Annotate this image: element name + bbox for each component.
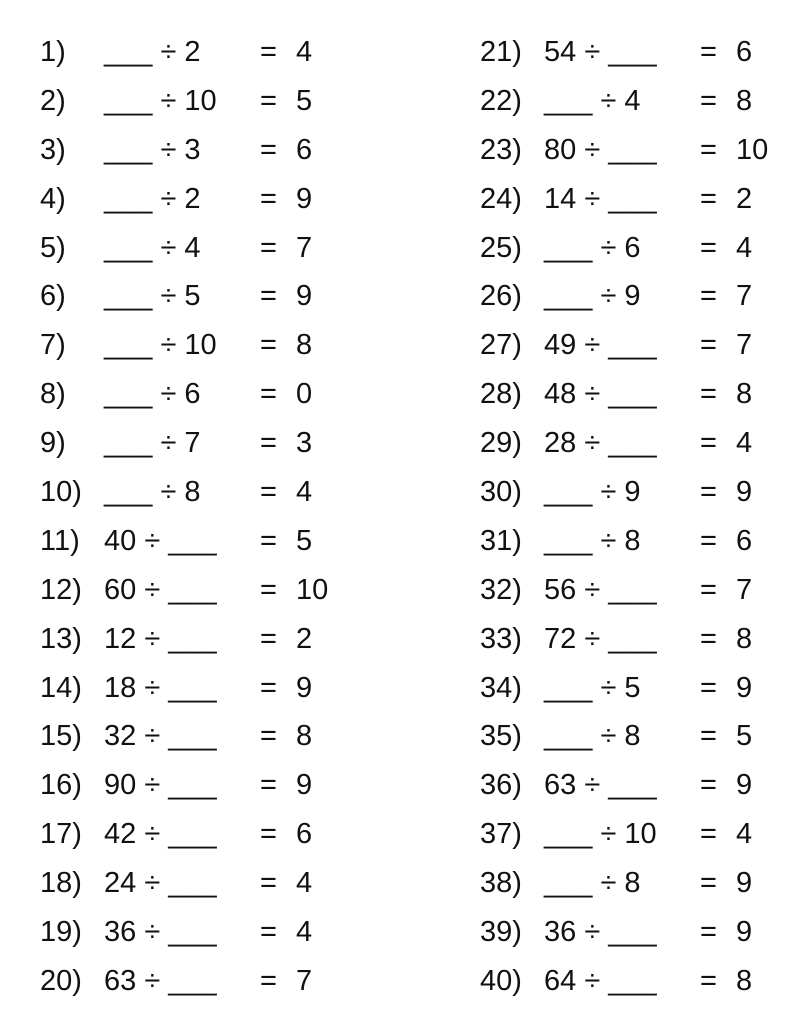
problem-expression: ___ ÷ 8 — [544, 720, 641, 753]
problem-expression: 36 ÷ ___ — [544, 916, 657, 949]
problem-number: 21) — [480, 36, 522, 68]
problem-result: 4 — [296, 867, 313, 900]
problem-expression: 40 ÷ ___ — [104, 524, 217, 557]
problem-expression: 60 ÷ ___ — [104, 573, 217, 606]
equals-sign: = — [700, 916, 717, 949]
problem-number: 31) — [480, 524, 522, 557]
problem-number: 10) — [40, 476, 82, 509]
problem-number: 26) — [480, 280, 522, 313]
problem-result: 9 — [296, 769, 313, 802]
problem-number: 35) — [480, 720, 522, 753]
problem-expression: ___ ÷ 5 — [104, 280, 201, 313]
problem-expression: ___ ÷ 6 — [104, 378, 201, 411]
problem-row — [480, 321, 800, 370]
problem-result: 9 — [736, 867, 753, 900]
problem-row — [40, 859, 420, 908]
equals-sign: = — [700, 671, 717, 704]
problem-expression: 90 ÷ ___ — [104, 769, 217, 802]
equals-sign: = — [260, 427, 277, 460]
problem-expression: ___ ÷ 8 — [544, 524, 641, 557]
problem-row — [40, 126, 420, 175]
problem-expression: ___ ÷ 4 — [544, 84, 641, 117]
problem-expression: 56 ÷ ___ — [544, 573, 657, 606]
equals-sign: = — [700, 720, 717, 753]
problem-result: 6 — [296, 818, 313, 851]
problem-number: 11) — [40, 524, 80, 557]
problem-result: 4 — [736, 818, 753, 851]
equals-sign: = — [260, 133, 277, 166]
equals-sign: = — [260, 84, 277, 117]
equals-sign: = — [700, 622, 717, 655]
problem-row — [40, 761, 420, 810]
problem-expression: 64 ÷ ___ — [544, 964, 657, 997]
problem-row — [40, 566, 420, 615]
problem-result: 9 — [296, 671, 313, 704]
problem-result: 8 — [736, 84, 753, 117]
equals-sign: = — [260, 622, 277, 655]
problem-row — [480, 957, 800, 1006]
problem-expression: 14 ÷ ___ — [544, 182, 657, 215]
right-problem-column — [480, 28, 800, 1008]
problem-number: 20) — [40, 964, 82, 997]
problem-number: 37) — [480, 818, 522, 851]
problem-result: 8 — [736, 964, 753, 997]
equals-sign: = — [700, 867, 717, 900]
problem-row — [40, 615, 420, 664]
problem-number: 16) — [40, 769, 82, 802]
problem-number: 17) — [40, 818, 82, 851]
problem-row — [480, 468, 800, 517]
equals-sign: = — [700, 182, 717, 215]
problem-result: 10 — [736, 133, 769, 166]
problem-row — [40, 419, 420, 468]
equals-sign: = — [700, 476, 717, 509]
problem-result: 7 — [296, 231, 313, 264]
problem-expression: ___ ÷ 5 — [544, 671, 641, 704]
problem-result: 8 — [736, 622, 753, 655]
problem-row — [40, 175, 420, 224]
equals-sign: = — [700, 84, 717, 117]
problem-number: 28) — [480, 378, 522, 411]
problem-expression: 63 ÷ ___ — [544, 769, 657, 802]
problem-row — [40, 908, 420, 957]
problem-number: 6) — [40, 280, 66, 313]
problem-result: 8 — [296, 720, 313, 753]
problem-number: 32) — [480, 573, 522, 606]
problem-row — [40, 224, 420, 273]
problem-row — [480, 175, 800, 224]
problem-number: 29) — [480, 427, 522, 460]
problem-expression: 36 ÷ ___ — [104, 916, 217, 949]
problem-number: 23) — [480, 133, 522, 166]
equals-sign: = — [700, 573, 717, 606]
problem-row — [480, 566, 800, 615]
equals-sign: = — [700, 133, 717, 166]
problem-expression: 42 ÷ ___ — [104, 818, 217, 851]
problem-number: 39) — [480, 916, 522, 949]
problem-result: 5 — [736, 720, 753, 753]
problem-expression: ___ ÷ 10 — [544, 818, 657, 851]
problem-expression: ___ ÷ 7 — [104, 427, 201, 460]
problem-expression: ___ ÷ 8 — [104, 476, 201, 509]
problem-result: 5 — [296, 84, 313, 117]
division-worksheet — [0, 28, 800, 1008]
problem-number: 13) — [40, 622, 82, 655]
problem-row — [480, 908, 800, 957]
equals-sign: = — [260, 964, 277, 997]
equals-sign: = — [260, 36, 277, 68]
problem-row — [40, 468, 420, 517]
problem-number: 15) — [40, 720, 82, 753]
problem-row — [480, 272, 800, 321]
problem-number: 25) — [480, 231, 522, 264]
problem-result: 7 — [736, 329, 753, 362]
problem-expression: ___ ÷ 10 — [104, 84, 217, 117]
problem-expression: ___ ÷ 6 — [544, 231, 641, 264]
problem-number: 38) — [480, 867, 522, 900]
problem-row — [480, 126, 800, 175]
equals-sign: = — [700, 964, 717, 997]
problem-result: 4 — [736, 427, 753, 460]
problem-row — [480, 28, 800, 77]
problem-number: 12) — [40, 573, 82, 606]
equals-sign: = — [260, 769, 277, 802]
problem-number: 1) — [40, 36, 66, 68]
problem-expression: 12 ÷ ___ — [104, 622, 217, 655]
problem-row — [40, 28, 420, 77]
equals-sign: = — [260, 916, 277, 949]
problem-result: 6 — [296, 133, 313, 166]
equals-sign: = — [700, 280, 717, 313]
problem-result: 6 — [736, 524, 753, 557]
problem-result: 0 — [296, 378, 313, 411]
problem-number: 4) — [40, 182, 66, 215]
equals-sign: = — [700, 329, 717, 362]
problem-row — [480, 419, 800, 468]
problem-number: 30) — [480, 476, 522, 509]
problem-row — [40, 321, 420, 370]
problem-result: 2 — [736, 182, 753, 215]
problem-number: 5) — [40, 231, 66, 264]
problem-row — [40, 810, 420, 859]
equals-sign: = — [260, 182, 277, 215]
equals-sign: = — [700, 36, 717, 68]
problem-number: 18) — [40, 867, 82, 900]
equals-sign: = — [260, 818, 277, 851]
problem-row — [480, 664, 800, 713]
problem-row — [40, 957, 420, 1006]
problem-result: 8 — [736, 378, 753, 411]
problem-expression: ___ ÷ 8 — [544, 867, 641, 900]
problem-expression: ___ ÷ 10 — [104, 329, 217, 362]
problem-number: 7) — [40, 329, 66, 362]
problem-number: 9) — [40, 427, 66, 460]
problem-number: 14) — [40, 671, 82, 704]
problem-number: 34) — [480, 671, 522, 704]
problem-number: 8) — [40, 378, 66, 411]
problem-row — [40, 712, 420, 761]
problem-number: 2) — [40, 84, 66, 117]
problem-row — [480, 761, 800, 810]
problem-result: 9 — [296, 182, 313, 215]
equals-sign: = — [700, 427, 717, 460]
problem-row — [480, 77, 800, 126]
problem-result: 9 — [736, 671, 753, 704]
problem-expression: ___ ÷ 3 — [104, 133, 201, 166]
problem-expression: 32 ÷ ___ — [104, 720, 217, 753]
problem-result: 2 — [296, 622, 313, 655]
problem-number: 24) — [480, 182, 522, 215]
equals-sign: = — [260, 720, 277, 753]
problem-expression: 28 ÷ ___ — [544, 427, 657, 460]
equals-sign: = — [260, 231, 277, 264]
problem-expression: 24 ÷ ___ — [104, 867, 217, 900]
problem-row — [40, 517, 420, 566]
equals-sign: = — [260, 867, 277, 900]
problem-expression: 18 ÷ ___ — [104, 671, 217, 704]
problem-number: 19) — [40, 916, 82, 949]
equals-sign: = — [700, 524, 717, 557]
problem-expression: 48 ÷ ___ — [544, 378, 657, 411]
equals-sign: = — [260, 280, 277, 313]
problem-result: 9 — [736, 769, 753, 802]
problem-result: 8 — [296, 329, 313, 362]
problem-result: 7 — [736, 573, 753, 606]
problem-number: 22) — [480, 84, 522, 117]
equals-sign: = — [700, 818, 717, 851]
equals-sign: = — [260, 329, 277, 362]
problem-expression: 72 ÷ ___ — [544, 622, 657, 655]
problem-expression: ___ ÷ 9 — [544, 280, 641, 313]
problem-number: 27) — [480, 329, 522, 362]
problem-row — [480, 859, 800, 908]
equals-sign: = — [260, 476, 277, 509]
problem-result: 9 — [736, 916, 753, 949]
equals-sign: = — [260, 573, 277, 606]
problem-result: 4 — [736, 231, 753, 264]
problem-row — [40, 664, 420, 713]
equals-sign: = — [700, 231, 717, 264]
problem-result: 6 — [736, 36, 753, 68]
problem-result: 7 — [296, 964, 313, 997]
problem-row — [40, 77, 420, 126]
problem-expression: ___ ÷ 4 — [104, 231, 201, 264]
equals-sign: = — [260, 378, 277, 411]
problem-row — [480, 224, 800, 273]
problem-row — [480, 615, 800, 664]
problem-number: 33) — [480, 622, 522, 655]
problem-number: 3) — [40, 133, 66, 166]
problem-number: 40) — [480, 964, 522, 997]
problem-row — [480, 810, 800, 859]
problem-result: 7 — [736, 280, 753, 313]
problem-result: 10 — [296, 573, 329, 606]
problem-row — [40, 370, 420, 419]
problem-expression: 80 ÷ ___ — [544, 133, 657, 166]
problem-expression: 54 ÷ ___ — [544, 36, 657, 68]
problem-result: 4 — [296, 476, 313, 509]
equals-sign: = — [260, 524, 277, 557]
problem-row — [480, 370, 800, 419]
problem-number: 36) — [480, 769, 522, 802]
problem-result: 9 — [296, 280, 313, 313]
problem-result: 5 — [296, 524, 313, 557]
problem-result: 9 — [736, 476, 753, 509]
equals-sign: = — [260, 671, 277, 704]
problem-row — [480, 712, 800, 761]
problem-expression: ___ ÷ 2 — [104, 36, 201, 68]
problem-row — [40, 272, 420, 321]
problem-expression: ___ ÷ 2 — [104, 182, 201, 215]
problem-result: 4 — [296, 916, 313, 949]
equals-sign: = — [700, 378, 717, 411]
problem-expression: ___ ÷ 9 — [544, 476, 641, 509]
problem-expression: 49 ÷ ___ — [544, 329, 657, 362]
equals-sign: = — [700, 769, 717, 802]
problem-result: 3 — [296, 427, 313, 460]
problem-row — [480, 517, 800, 566]
problem-result: 4 — [296, 36, 313, 68]
problem-expression: 63 ÷ ___ — [104, 964, 217, 997]
left-problem-column — [40, 28, 420, 1008]
